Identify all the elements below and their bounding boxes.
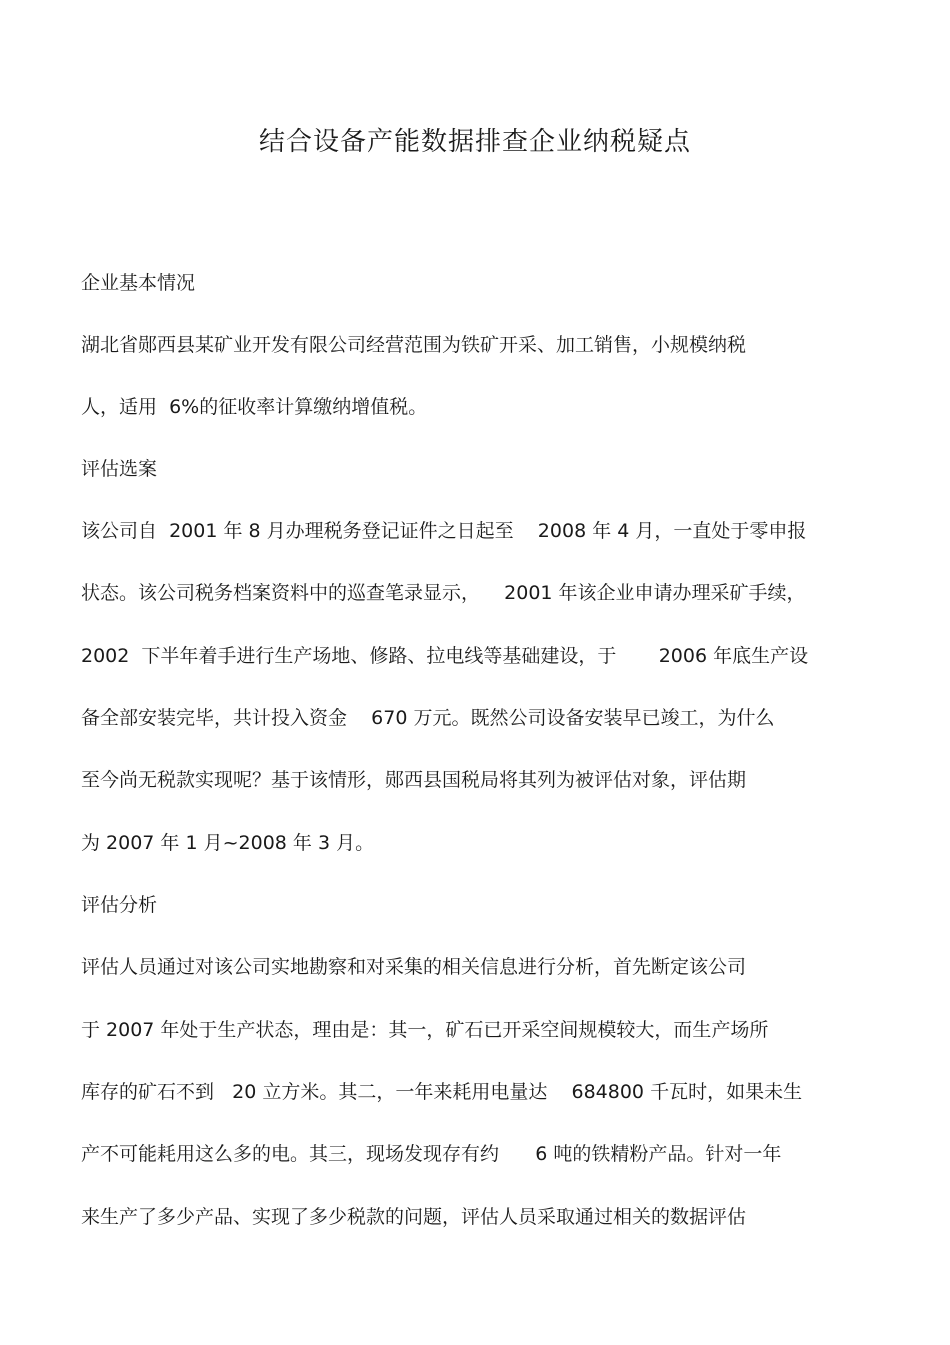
paragraph-line: 湖北省郧西县某矿业开发有限公司经营范围为铁矿开采、加工销售，小规模纳税 xyxy=(81,334,747,356)
paragraph-line: 库存的矿石不到 20 立方米。其二，一年来耗用电量达 684800 千瓦时，如果未生 xyxy=(81,1081,803,1103)
paragraph-line: 为 2007 年 1 月~2008 年 3 月。 xyxy=(81,832,375,854)
paragraph-line: 人，适用 6%的征收率计算缴纳增值税。 xyxy=(81,396,428,418)
paragraph-line: 状态。该公司税务档案资料中的巡查笔录显示， 2001 年该企业申请办理采矿手续， xyxy=(81,582,806,604)
section-heading-analysis: 评估分析 xyxy=(81,894,158,916)
paragraph-line: 备全部安装完毕，共计投入资金 670 万元。既然公司设备安装早已竣工，为什么 xyxy=(81,707,775,729)
paragraph-line: 至今尚无税款实现呢？基于该情形，郧西县国税局将其列为被评估对象，评估期 xyxy=(81,769,747,791)
paragraph-line: 该公司自 2001 年 8 月办理税务登记证件之日起至 2008 年 4 月，一直处于零申报 xyxy=(81,520,807,542)
section-heading-case-selection: 评估选案 xyxy=(81,458,158,480)
document-title: 结合设备产能数据排查企业纳税疑点 xyxy=(258,127,691,157)
paragraph-line: 评估人员通过对该公司实地勘察和对采集的相关信息进行分析，首先断定该公司 xyxy=(81,956,747,978)
paragraph-line: 于 2007 年处于生产状态，理由是：其一，矿石已开采空间规模较大，而生产场所 xyxy=(81,1019,769,1041)
section-heading-basic-info: 企业基本情况 xyxy=(81,272,196,294)
paragraph-line: 来生产了多少产品、实现了多少税款的问题，评估人员采取通过相关的数据评估 xyxy=(81,1206,747,1228)
paragraph-line: 2002 下半年着手进行生产场地、修路、拉电线等基础建设，于 2006 年底生产设 xyxy=(81,645,809,667)
paragraph-line: 产不可能耗用这么多的电。其三，现场发现存有约 6 吨的铁精粉产品。针对一年 xyxy=(81,1143,782,1165)
